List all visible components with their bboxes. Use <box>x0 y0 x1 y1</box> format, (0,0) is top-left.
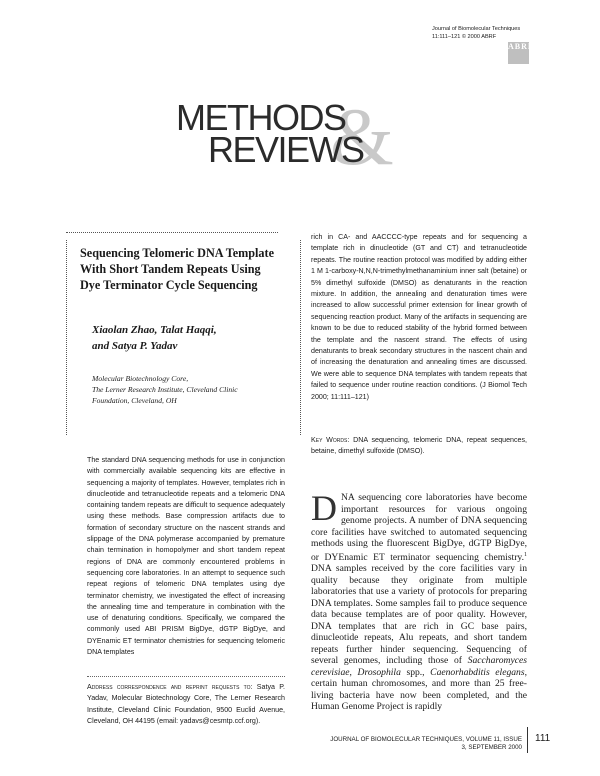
affiliation-line-2: The Lerner Research Institute, Cleveland Clinic <box>92 385 238 394</box>
keywords <box>311 435 527 458</box>
article-authors <box>92 323 277 354</box>
article-title: Sequencing Telomeric DNA Template With Short Tandem Repeats Using Dye Terminator Cycle Sequencing <box>80 246 274 292</box>
section-banner-reviews: REVIEWS <box>208 129 364 170</box>
journal-header <box>432 26 532 41</box>
footer-rule <box>527 727 528 753</box>
authors-line-1: Xiaolan Zhao, Talat Haqqi, <box>92 324 217 336</box>
correspondence-label: Address correspondence and reprint requests to: <box>87 683 253 691</box>
correspondence-divider <box>87 676 285 677</box>
keywords-text: DNA sequencing, telomeric DNA, repeat sequences, betaine, dimethyl sulfoxide (DMSO). <box>311 436 528 456</box>
correspondence-text: Satya P. Yadav, Molecular Biotechnology Core, The Lerner Research Institute, Cleveland Clinic Foundation, 9500 Euclid Avenue, Cleveland, OH 44195 (email: yadavs@cesmtp.ccf.org). <box>87 683 285 725</box>
title-divider <box>66 232 278 233</box>
journal-name: Journal of Biomolecular Techniques <box>432 26 521 32</box>
reference-1[interactable]: 1 <box>524 551 527 558</box>
species-name-1: Saccharomyces cerevisiae <box>311 655 527 678</box>
affiliation-line-1: Molecular Biotechnology Core, <box>92 374 189 383</box>
body-text-5: , certain human chromosomes, and more than 25 free-living bacteria have now been completed, and the Human Genome Project is rapidly <box>311 666 527 713</box>
journal-citation: 11:111–121 © 2000 ABRF <box>432 33 497 40</box>
section-banner-methods: METHODS <box>176 97 346 138</box>
abstract-continued: rich in CA- and AACCCC-type repeats and for sequencing a template rich in dinucleotide (GT and CT) and tetranucleotide repeats. The routine reaction protocol was modified by adding either 1 M 1-carboxy-N,N,N-trimethylmethanaminium inner salt (betaine) or 5% dimethyl sulfoxide (DMSO) as denaturants in the reaction mixture. In addition, the annealing and denaturation times were increased to allow successful primer extension for linear growth of sequencing reaction product. Many of the artifacts in sequencing are known to be due to reduced stability of the hybrid formed between the template and the nascent strand. The effects of using denaturants to break secondary structures in the nascent chain and of increasing the denaturation and annealing times are discussed. We were able to sequence DNA templates with tandem repeats that failed to sequence under routine reaction conditions. (J Biomol Tech 2000; 11:111–121) <box>311 233 527 401</box>
body-text-4: spp., <box>400 666 431 678</box>
page-footer: JOURNAL OF BIOMOLECULAR TECHNIQUES, VOLUME 11, ISSUE 3, SEPTEMBER 2000 <box>330 736 522 751</box>
title-box-left-rule <box>66 240 67 435</box>
page-number: 111 <box>535 733 551 744</box>
body-text-1: NA sequencing core laboratories have become important resources for various ongoing genome projects. A number of DNA sequencing core facilities have switched to automated sequencing methods using the fluorescent BigDye, dGTP BigDye, or DYEnamic ET terminator sequencing chemistry. <box>311 492 527 563</box>
authors-line-2: and Satya P. Yadav <box>92 339 178 352</box>
abrf-logo: ABRF <box>508 42 529 64</box>
title-box-right-rule <box>300 240 301 435</box>
ampersand-graphic: & <box>330 91 394 182</box>
keywords-label: Key Words: <box>311 436 350 444</box>
correspondence-note <box>87 682 285 727</box>
abstract: The standard DNA sequencing methods for use in conjunction with commercially available sequencing kits are effective in sequencing a majority of templates. However, templates rich in dinucleotide and tetranucleotide repeats and a telomeric DNA containing tandem repeats are difficult to sequence adequately using these methods. Base compression artifacts due to formation of secondary structure on the nascent strands and slippage of the DNA polymerase accompanied by premature chain termination in homopolymer and short tandem repeat regions of DNA are commonly encountered problems in sequencing core laboratories. In an attempt to sequence such repeat regions of telomeric DNA templates using dye terminator chemistry, we investigated the effect of increasing the annealing time and temperature in combination with the use of denaturing conditions. Specifically, we compared the commonly used ABI PRISM BigDye, dGTP BigDye, and DYEnamic ET terminator chemistries for sequencing telomeric DNA templates <box>87 456 285 657</box>
species-name-2: Drosophila <box>357 666 401 678</box>
body-text-2: DNA samples received by the core facilities vary in quality because they originate from multiple laboratories that use a variety of protocols for preparing DNA templates. Some samples fail to produce sequence data because templates are of poor quality. However, DNA templates that are rich in GC base pairs, dinucleotide repeats, Alu repeats, and short tandem repeats further hinder sequencing. Sequencing of several genomes, including those of <box>311 563 527 667</box>
drop-cap: D <box>311 488 337 528</box>
body-text-3: , <box>349 666 358 678</box>
affiliation-line-3: Foundation, Cleveland, OH <box>92 396 177 405</box>
body-paragraph <box>311 488 527 713</box>
species-name-3: Caenorhabditis elegans <box>430 666 525 678</box>
author-affiliation <box>92 373 292 406</box>
